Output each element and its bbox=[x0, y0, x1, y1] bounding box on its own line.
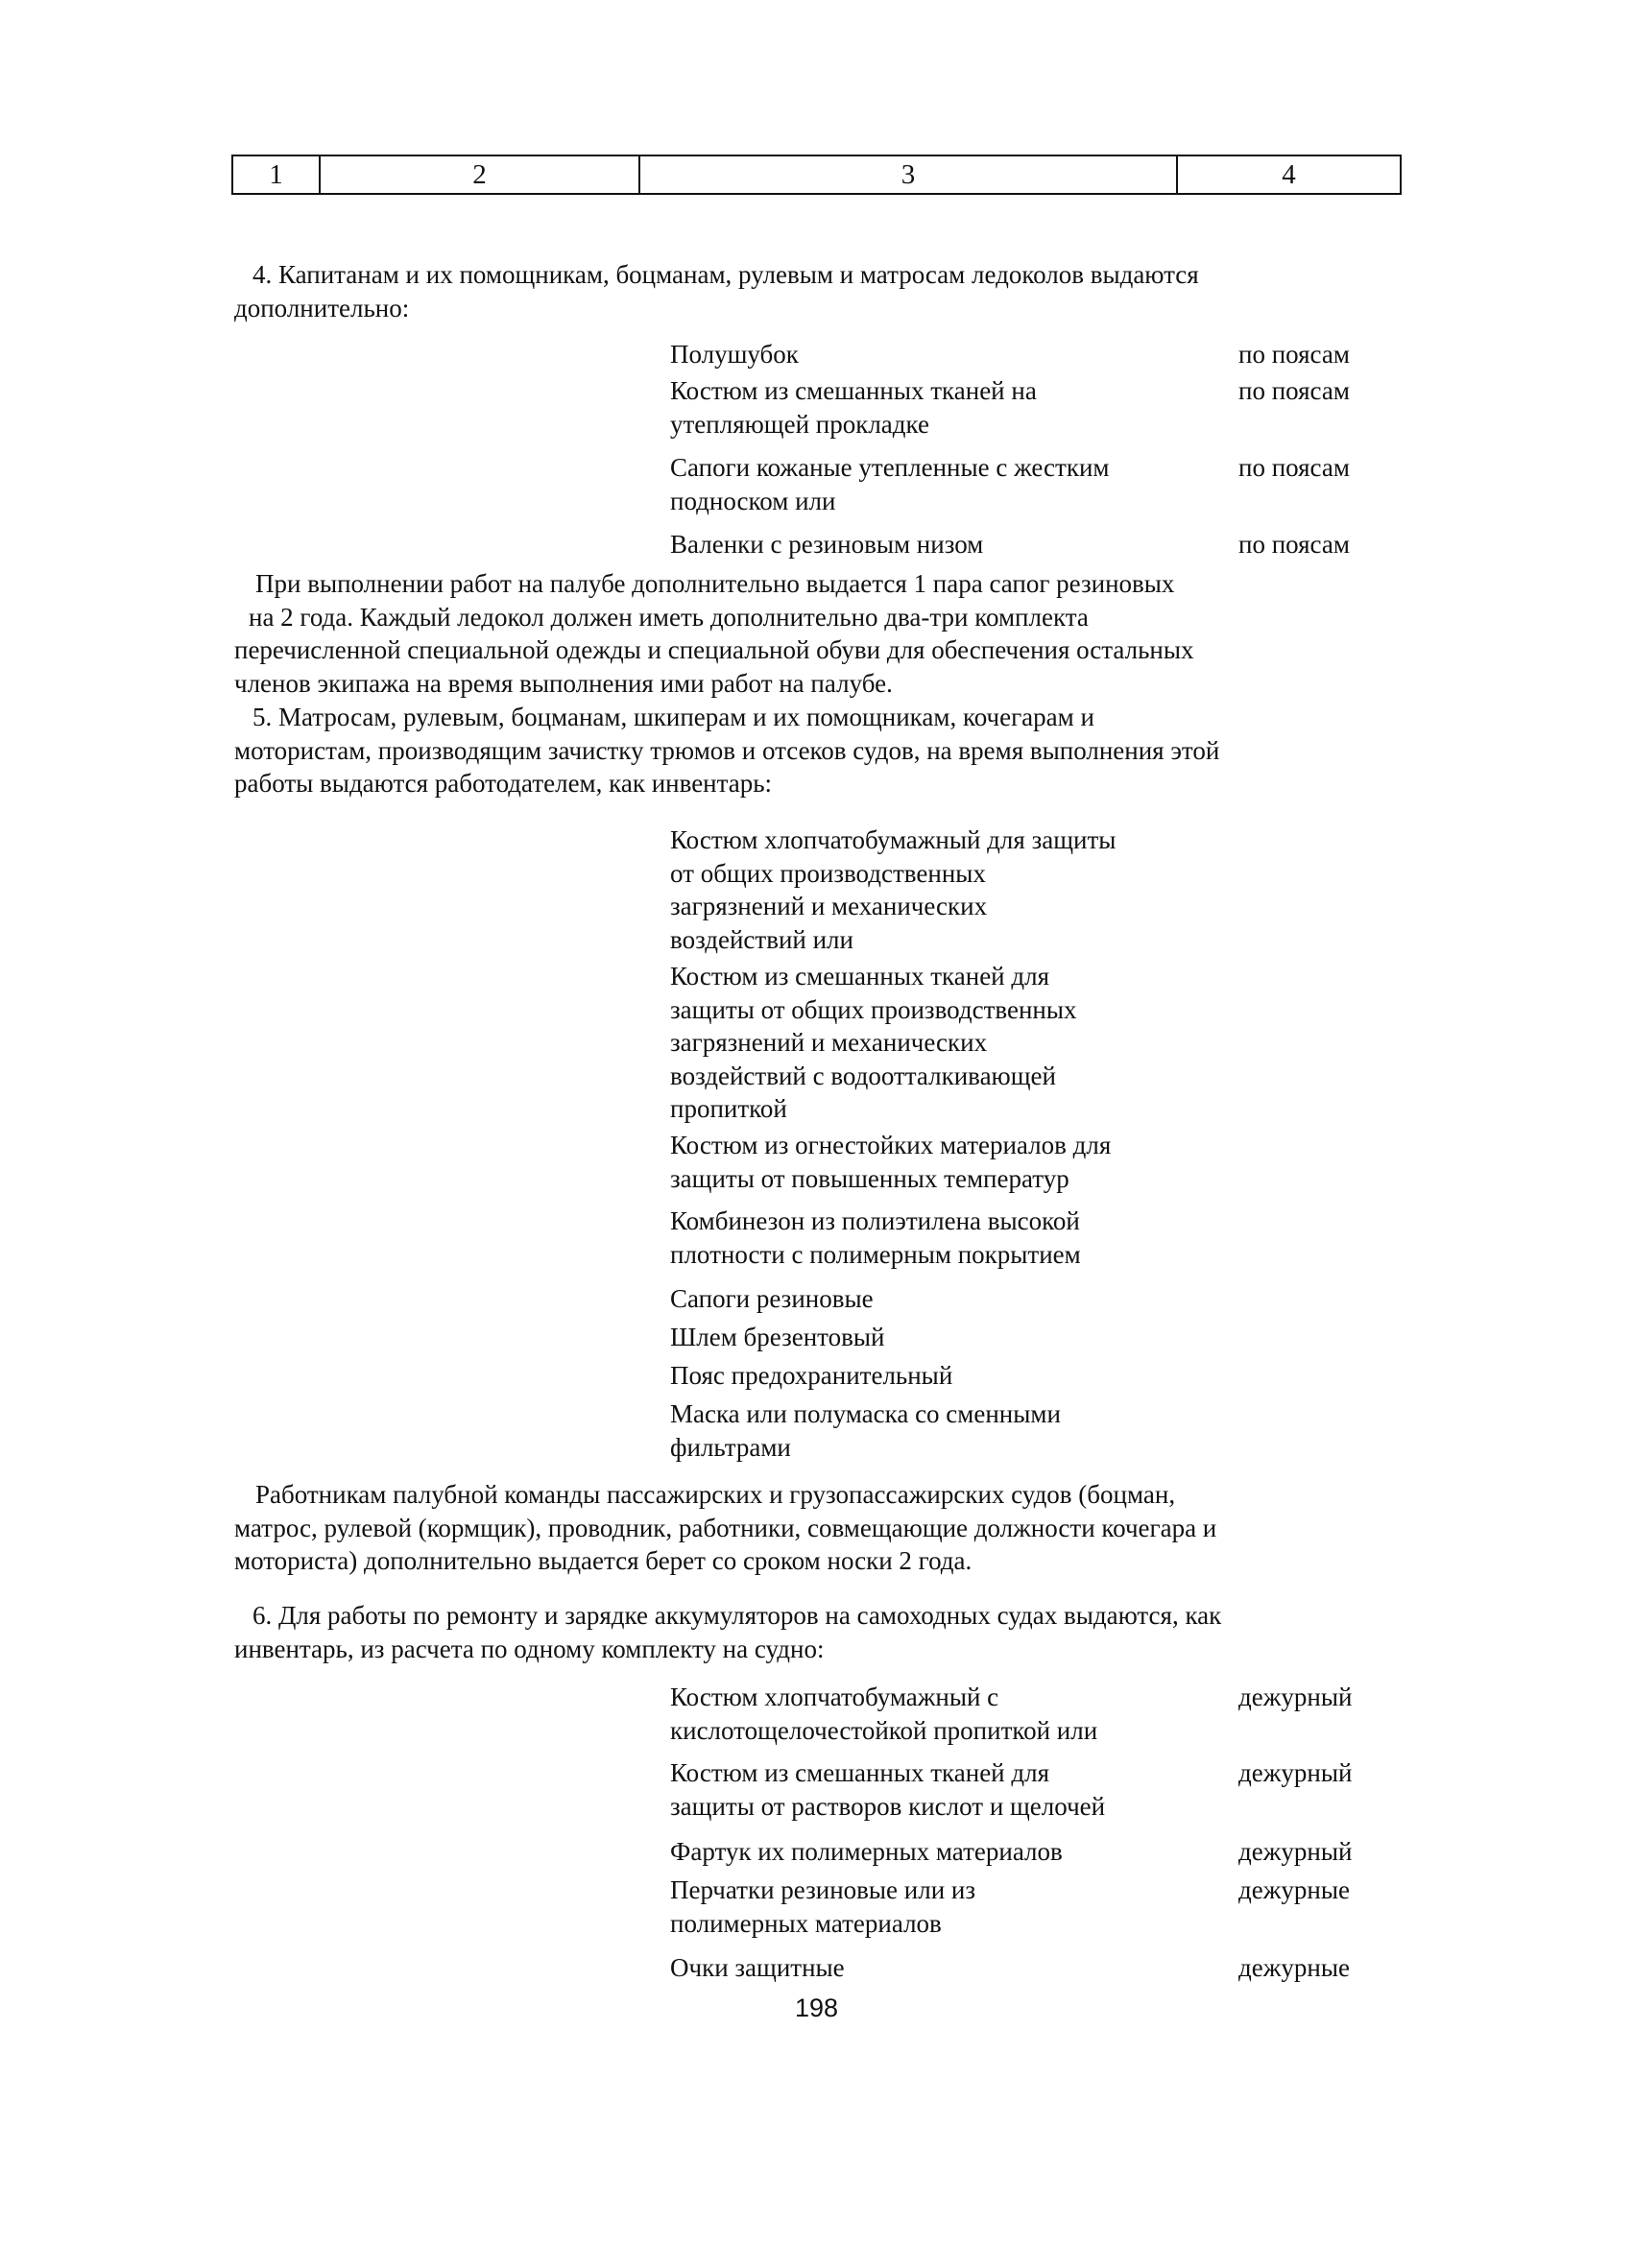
section-4-intro bbox=[234, 258, 1407, 324]
item-norm: по поясам bbox=[1238, 453, 1350, 482]
text-line: 6. Для работы по ремонту и зарядке аккумуляторов на самоходных судах выдаются, как bbox=[252, 1601, 1222, 1630]
section-4-note bbox=[234, 567, 1407, 700]
item-name: воздействий с водоотталкивающей bbox=[670, 1061, 1056, 1090]
text-line: на 2 года. Каждый ледокол должен иметь дополнительно два-три комплекта bbox=[249, 602, 1089, 632]
item-name: Сапоги резиновые bbox=[670, 1284, 874, 1313]
item-name: подноском или bbox=[670, 486, 836, 515]
item-name: Костюм из огнестойких материалов для bbox=[670, 1131, 1112, 1159]
section-5-note bbox=[234, 1478, 1407, 1578]
column-number-cell: 3 bbox=[640, 156, 1178, 193]
item-name: Фартук их полимерных материалов bbox=[670, 1837, 1063, 1866]
text-line: Работникам палубной команды пассажирских и грузопассажирских судов (боцман, bbox=[255, 1480, 1176, 1509]
item-name: полимерных материалов bbox=[670, 1908, 942, 1938]
column-number-row bbox=[231, 155, 1402, 195]
text-line: 4. Капитанам и их помощникам, боцманам, рулевым и матросам ледоколов выдаются bbox=[252, 260, 1199, 289]
item-name: Сапоги кожаные утепленные с жестким bbox=[670, 453, 1110, 482]
column-number-cell: 4 bbox=[1282, 158, 1296, 190]
item-name: Очки защитные bbox=[670, 1953, 845, 1982]
text-line: инвентарь, из расчета по одному комплекту на судно: bbox=[234, 1634, 825, 1663]
section-5-intro bbox=[234, 701, 1407, 800]
item-name: загрязнений и механических bbox=[670, 892, 988, 920]
text-line: 5. Матросам, рулевым, боцманам, шкиперам и их помощникам, кочегарам и bbox=[252, 703, 1094, 731]
item-name: Полушубок bbox=[670, 340, 799, 369]
item-name: Комбинезон из полиэтилена высокой bbox=[670, 1206, 1080, 1235]
item-name: защиты от растворов кислот и щелочей bbox=[670, 1791, 1106, 1821]
item-name: Маска или полумаска со сменными bbox=[670, 1399, 1061, 1428]
item-norm: дежурный bbox=[1238, 1758, 1353, 1787]
item-name: воздействий или bbox=[670, 924, 853, 954]
item-name: Костюм хлопчатобумажный с bbox=[670, 1683, 999, 1711]
item-name: кислотощелочестойкой пропиткой или bbox=[670, 1715, 1098, 1745]
column-number-cell: 1 bbox=[233, 156, 321, 193]
text-line: моториста) дополнительно выдается берет со сроком носки 2 года. bbox=[234, 1546, 973, 1575]
item-name: загрязнений и механических bbox=[670, 1028, 988, 1057]
item-name: пропиткой bbox=[670, 1094, 787, 1123]
text-line: При выполнении работ на палубе дополнительно выдается 1 пара сапог резиновых bbox=[255, 569, 1175, 598]
item-norm: по поясам bbox=[1238, 376, 1350, 405]
item-norm: по поясам bbox=[1238, 530, 1350, 559]
text-line: мотористам, производящим зачистку трюмов и отсеков судов, на время выполнения этой bbox=[234, 735, 1220, 765]
item-norm: дежурный bbox=[1238, 1683, 1353, 1711]
item-name: плотности с полимерным покрытием bbox=[670, 1239, 1081, 1269]
text-line: дополнительно: bbox=[234, 293, 410, 322]
text-line: матрос, рулевой (кормщик), проводник, работники, совмещающие должности кочегара и bbox=[234, 1513, 1217, 1542]
text-line: членов экипажа на время выполнения ими работ на палубе. bbox=[234, 668, 893, 698]
text-line: перечисленной специальной одежды и специальной обуви для обеспечения остальных bbox=[234, 635, 1194, 664]
item-name: Костюм из смешанных тканей для bbox=[670, 1758, 1050, 1787]
item-name: фильтрами bbox=[670, 1432, 791, 1462]
item-norm: дежурные bbox=[1238, 1953, 1350, 1982]
item-norm: дежурный bbox=[1238, 1837, 1353, 1866]
text-line: работы выдаются работодателем, как инвентарь: bbox=[234, 769, 773, 798]
item-name: защиты от повышенных температур bbox=[670, 1163, 1069, 1193]
item-name: от общих производственных bbox=[670, 858, 986, 888]
item-name: защиты от общих производственных bbox=[670, 994, 1077, 1024]
item-norm: по поясам bbox=[1238, 340, 1350, 369]
item-name: Шлем брезентовый bbox=[670, 1323, 885, 1351]
item-name: Костюм из смешанных тканей на bbox=[670, 376, 1037, 405]
item-name: Костюм из смешанных тканей для bbox=[670, 962, 1050, 991]
section-6-intro bbox=[234, 1599, 1407, 1665]
column-number-cell: 2 bbox=[321, 156, 640, 193]
item-name: утепляющей прокладке bbox=[670, 409, 929, 439]
page-number: 198 bbox=[794, 1993, 839, 2022]
item-name: Костюм хлопчатобумажный для защиты bbox=[670, 825, 1117, 854]
item-name: Пояс предохранительный bbox=[670, 1361, 953, 1390]
item-name: Валенки с резиновым низом bbox=[670, 530, 984, 559]
item-norm: дежурные bbox=[1238, 1875, 1350, 1904]
item-name: Перчатки резиновые или из bbox=[670, 1875, 976, 1904]
